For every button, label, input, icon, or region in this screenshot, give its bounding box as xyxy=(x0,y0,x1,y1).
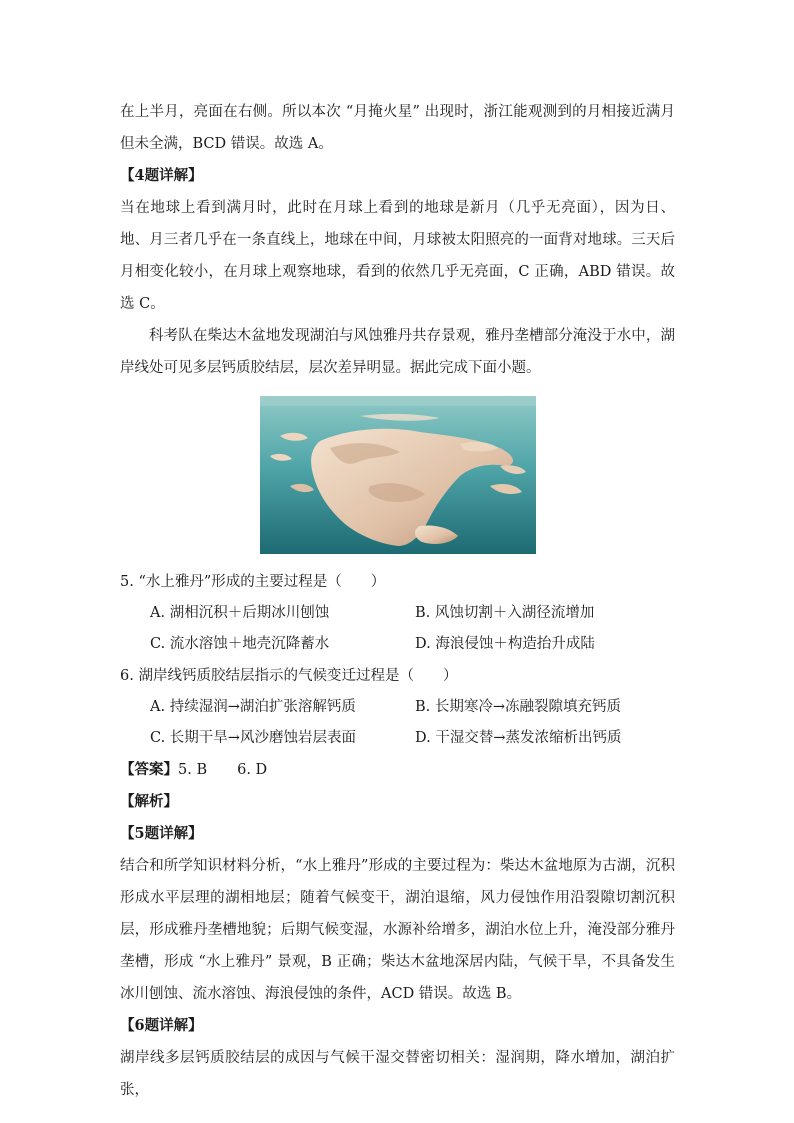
q6-option-b[interactable]: B. 长期寒冷→冻融裂隙填充钙质 xyxy=(415,699,622,715)
q6-stem: 6. 湖岸线钙质胶结层指示的气候变迁过程是（ ） xyxy=(120,668,458,684)
material-intro: 科考队在柴达木盆地发现湖泊与风蚀雅丹共存景观，雅丹垄槽部分淹没于水中，湖岸线处可见多层钙质胶结层，层次差异明显。据此完成下面小题。 xyxy=(120,328,675,376)
document-page xyxy=(120,96,675,1106)
q6-option-c[interactable]: C. 长期干旱→风沙磨蚀岩层表面 xyxy=(150,730,356,746)
q5-options xyxy=(120,598,675,660)
q6-detail-heading: 【6题详解】 xyxy=(120,1017,203,1034)
q5-explanation: 结合和所学知识材料分析，“水上雅丹”形成的主要过程为：柴达木盆地原为古湖，沉积形成水平层理的湖相地层；随着气候变干，湖泊退缩，风力侵蚀作用沿裂隙切割沉积层，形成雅丹垄槽地貌；后期气候变湿，水源补给增多，湖泊水位上升，淹没部分雅丹垄槽，形成 “水上雅丹” 景观，B 正确；柴达木盆地深居内陆，气候干旱，不具备发生冰川刨蚀、流水溶蚀、海浪侵蚀的条件，ACD 错误。故选 B。 xyxy=(120,858,675,1002)
q5-option-a[interactable]: A. 湖相沉积＋后期冰川刨蚀 xyxy=(150,605,330,621)
q5-option-b[interactable]: B. 风蚀切割＋入湖径流增加 xyxy=(415,605,595,621)
q6-option-d[interactable]: D. 干湿交替→蒸发浓缩析出钙质 xyxy=(415,730,622,746)
answer-5: 5. B xyxy=(178,762,208,778)
yardang-aerial-image xyxy=(260,396,536,554)
q4-heading: 【4题详解】 xyxy=(120,167,203,184)
answer-6: 6. D xyxy=(237,762,268,778)
q5-option-c[interactable]: C. 流水溶蚀＋地壳沉降蓄水 xyxy=(150,636,330,652)
answer-line xyxy=(120,754,675,786)
yardang-lake-photo xyxy=(260,396,536,554)
q5-detail-heading: 【5题详解】 xyxy=(120,825,203,842)
paragraph-q3-conclusion: 在上半月，亮面在右侧。所以本次 “月掩火星” 出现时，浙江能观测到的月相接近满月但未全满，BCD 错误。故选 A。 xyxy=(120,104,675,152)
q6-option-a[interactable]: A. 持续湿润→湖泊扩张溶解钙质 xyxy=(150,699,356,715)
q4-explanation: 当在地球上看到满月时，此时在月球上看到的地球是新月（几乎无亮面），因为日、地、月三者几乎在一条直线上，地球在中间，月球被太阳照亮的一面背对地球。三天后月相变化较小，在月球上观察地球，看到的依然几乎无亮面，C 正确，ABD 错误。故选 C。 xyxy=(120,200,675,312)
answer-label: 【答案】 xyxy=(120,761,178,778)
q6-explanation: 湖岸线多层钙质胶结层的成因与气候干湿交替密切相关：湿润期，降水增加，湖泊扩张， xyxy=(120,1050,675,1098)
q5-stem: 5. “水上雅丹”形成的主要过程是（ ） xyxy=(120,574,386,590)
analysis-heading: 【解析】 xyxy=(120,793,178,810)
q5-option-d[interactable]: D. 海浪侵蚀＋构造抬升成陆 xyxy=(415,636,595,652)
q6-options xyxy=(120,692,675,754)
